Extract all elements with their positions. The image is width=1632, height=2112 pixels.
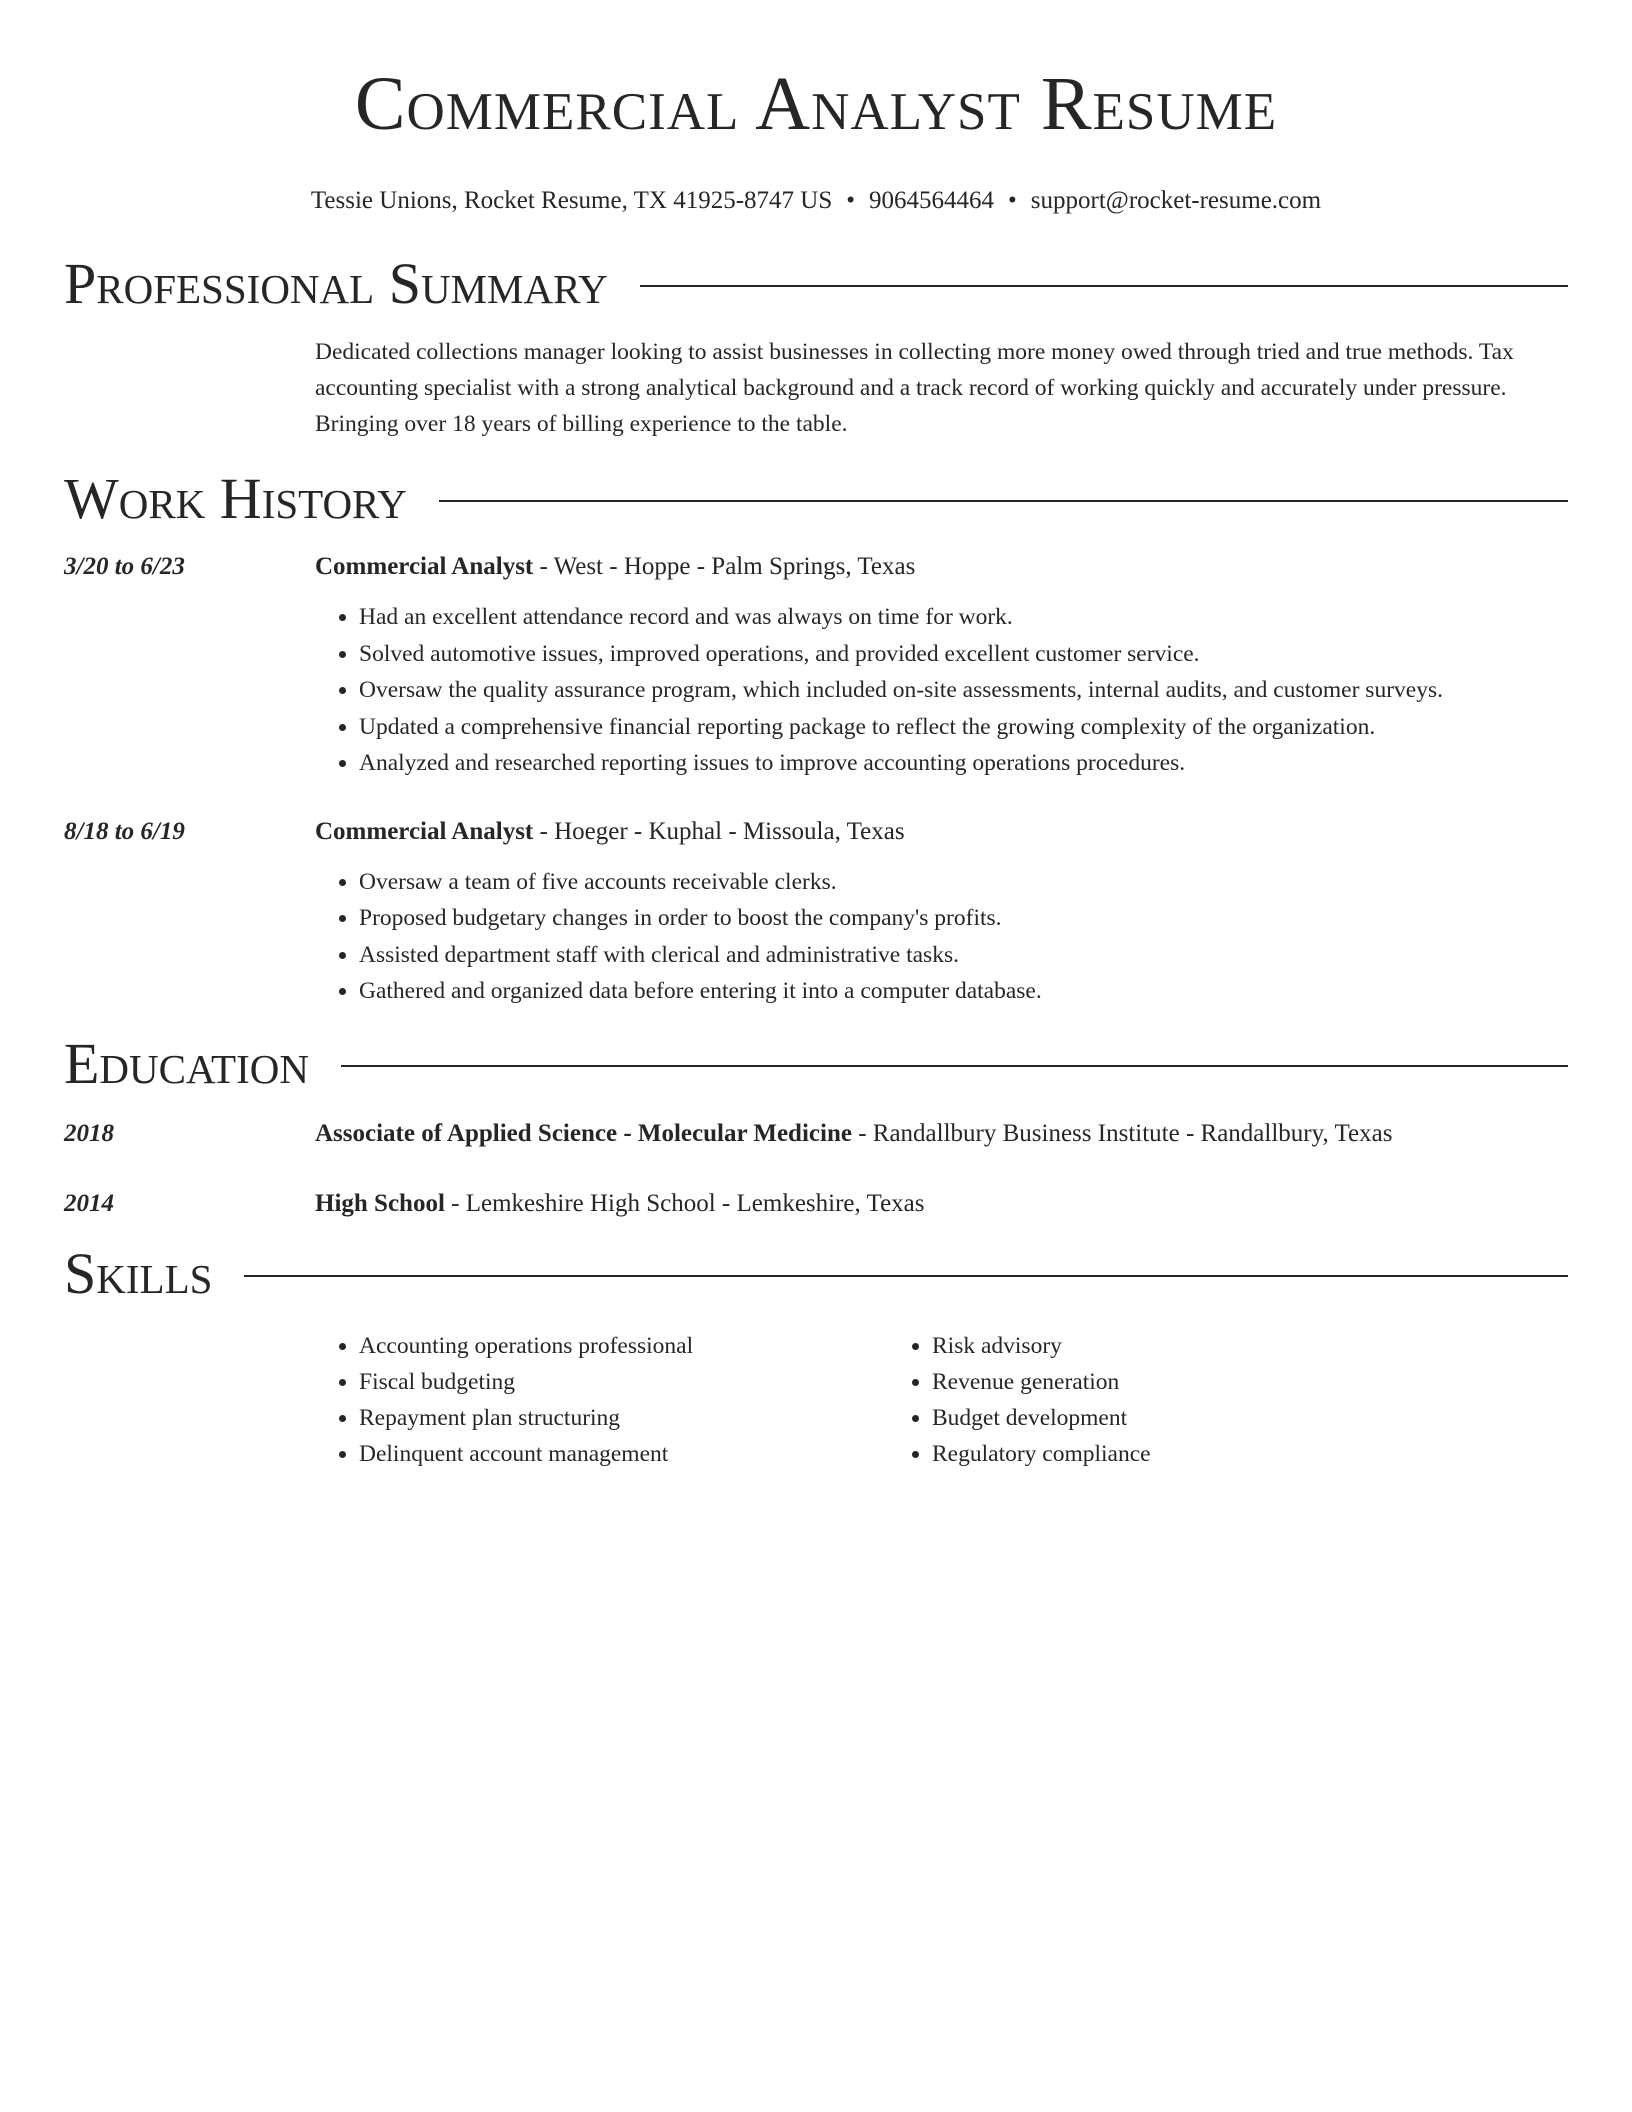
education-details: - Lemkeshire High School - Lemkeshire, Texas <box>444 1189 925 1217</box>
job-dates: 8/18 to 6/19 <box>64 817 185 845</box>
education-entry <box>64 1118 1568 1150</box>
list-item: • Updated a comprehensive financial reporting package to reflect the growing complexity of the organization. <box>359 709 1568 746</box>
skills-heading <box>64 1242 1568 1306</box>
summary-section <box>315 334 1568 442</box>
education-heading-line <box>315 1118 1392 1150</box>
resume-title: Commercial Analyst Resume <box>354 62 1278 146</box>
section-divider <box>439 500 1568 502</box>
education-degree: Associate of Applied Science - Molecular Medicine <box>315 1119 852 1147</box>
summary-heading-text: Professional Summary <box>64 251 608 316</box>
resume-page <box>64 0 1568 1472</box>
list-item: • Risk advisory <box>932 1328 1461 1364</box>
job-heading <box>315 551 915 583</box>
education-entry <box>64 1188 1568 1220</box>
list-item: • Had an excellent attendance record and was always on time for work. <box>359 599 1568 636</box>
job-title: Commercial Analyst <box>315 817 534 845</box>
list-item: • Budget development <box>932 1400 1461 1436</box>
list-item: • Delinquent account management <box>359 1436 888 1472</box>
job-entry <box>64 551 1568 782</box>
education-heading-line <box>315 1188 925 1220</box>
summary-heading <box>64 252 1568 316</box>
education-details: - Randallbury Business Institute - Randallbury, Texas <box>851 1119 1393 1147</box>
section-divider <box>640 285 1568 287</box>
list-item: • Fiscal budgeting <box>359 1364 888 1400</box>
education-year: 2018 <box>64 1119 114 1147</box>
job-details: - Hoeger - Kuphal - Missoula, Texas <box>533 817 905 845</box>
education-heading <box>64 1032 1568 1096</box>
skills-column-right <box>888 1328 1461 1472</box>
list-item: • Analyzed and researched reporting issues to improve accounting operations procedures. <box>359 745 1568 782</box>
contact-email: support@rocket-resume.com <box>1030 187 1322 214</box>
job-dates: 3/20 to 6/23 <box>64 553 185 580</box>
section-divider <box>244 1275 1568 1277</box>
section-divider <box>341 1065 1568 1067</box>
contact-line <box>64 185 1568 217</box>
list-item: • Regulatory compliance <box>932 1436 1461 1472</box>
job-heading <box>315 816 905 848</box>
job-bullets <box>315 599 1568 782</box>
job-details: - West - Hoppe - Palm Springs, Texas <box>533 553 916 580</box>
list-item: • Solved automotive issues, improved operations, and provided excellent customer service. <box>359 636 1568 673</box>
education-heading-text: Education <box>64 1030 309 1096</box>
list-item: • Accounting operations professional <box>359 1328 888 1364</box>
list-item: • Revenue generation <box>932 1364 1461 1400</box>
list-item: • Gathered and organized data before entering it into a computer database. <box>359 973 1568 1010</box>
work-history-heading-text: Work History <box>64 466 407 531</box>
contact-separator: • <box>846 187 856 214</box>
list-item: • Assisted department staff with clerical and administrative tasks. <box>359 937 1568 974</box>
job-title: Commercial Analyst <box>315 553 534 580</box>
list-item: • Oversaw a team of five accounts receivable clerks. <box>359 864 1568 901</box>
skills-heading-text: Skills <box>64 1240 213 1306</box>
job-bullets <box>315 864 1568 1010</box>
job-header <box>64 816 1568 848</box>
work-history-heading <box>64 467 1568 531</box>
contact-address: Tessie Unions, Rocket Resume, TX 41925-8747 US <box>310 187 833 214</box>
job-header <box>64 551 1568 583</box>
education-year: 2014 <box>64 1189 114 1217</box>
summary-text: Dedicated collections manager looking to assist businesses in collecting more money owed through tried and true methods. Tax accounting specialist with a strong analytical background and a track record of working quickly and accurately under pressure. Bringing over 18 years of billing experience to the table. <box>315 339 1514 437</box>
list-item: • Repayment plan structuring <box>359 1400 888 1436</box>
list-item: • Proposed budgetary changes in order to boost the company's profits. <box>359 900 1568 937</box>
job-entry <box>64 816 1568 1010</box>
contact-separator: • <box>1008 187 1017 214</box>
skills-list <box>315 1328 1568 1472</box>
skills-column-left <box>315 1328 888 1472</box>
education-degree: High School <box>315 1189 445 1217</box>
list-item: • Oversaw the quality assurance program, which included on-site assessments, internal audits, and customer surveys. <box>359 672 1568 709</box>
contact-phone: 9064564464 <box>869 187 995 214</box>
